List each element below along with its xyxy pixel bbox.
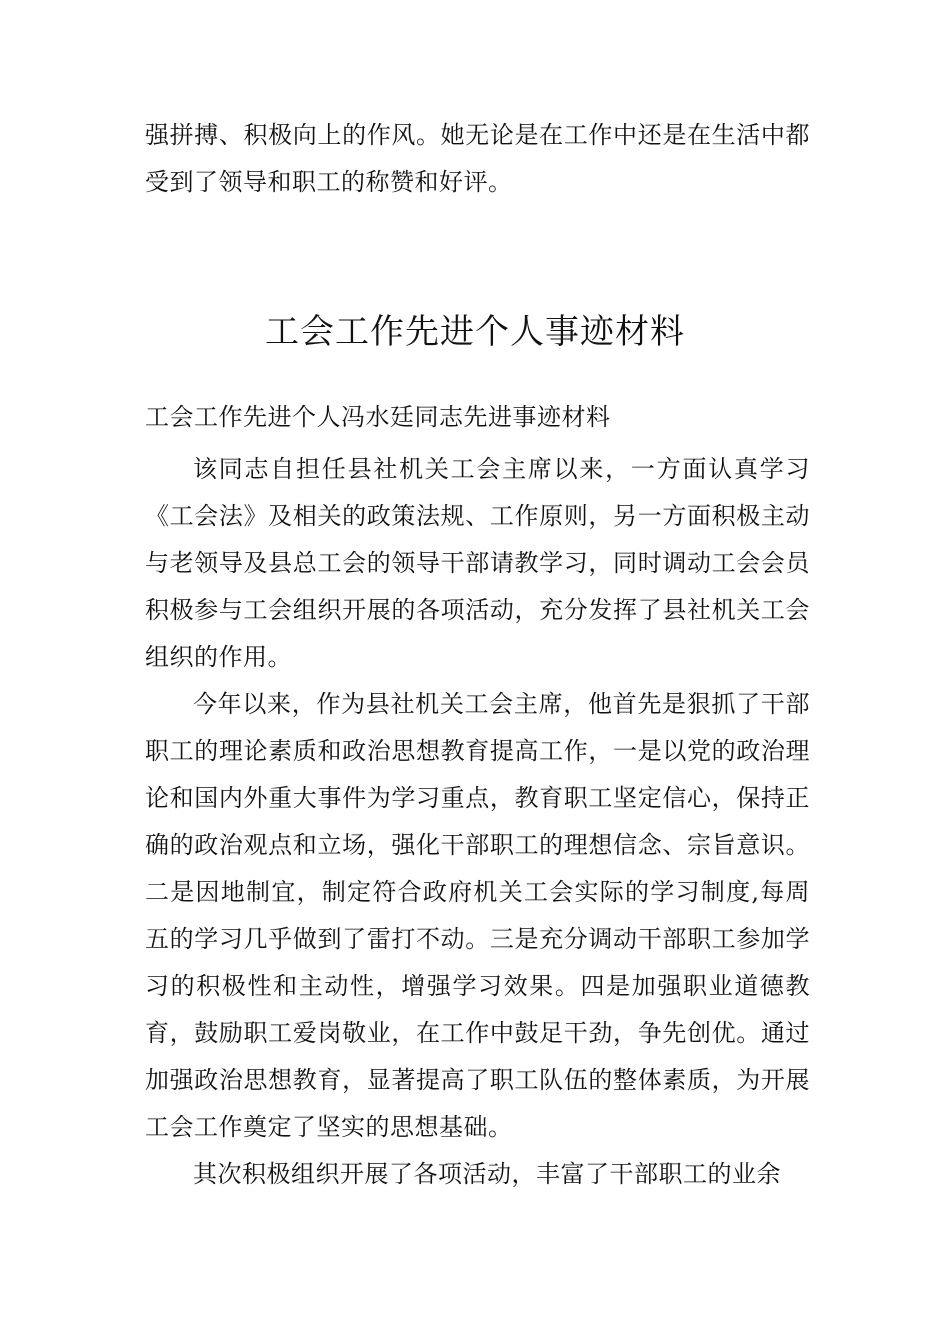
paragraph-1: 该同志自担任县社机关工会主席以来，一方面认真学习《工会法》及相关的政策法规、工作原则，另一方面积极主动与老领导及县总工会的领导干部请教学习，同时调动工会会员积极参与工会组织开展的各项活动，充分发挥了县社机关工会组织的作用。	[145, 455, 810, 671]
body-paragraphs	[145, 446, 810, 1198]
document-title: 工会工作先进个人事迹材料	[265, 312, 685, 352]
continued-paragraph: 强拼搏、积极向上的作风。她无论是在工作中还是在生活中都受到了领导和职工的称赞和好评。	[145, 121, 810, 196]
paragraph-3: 其次积极组织开展了各项活动，丰富了干部职工的业余	[193, 1160, 781, 1188]
document-subtitle: 工会工作先进个人冯水廷同志先进事迹材料	[145, 403, 611, 431]
paragraph-2: 今年以来，作为县社机关工会主席，他首先是狠抓了干部职工的理论素质和政治思想教育提高工作，一是以党的政治理论和国内外重大事件为学习重点，教育职工坚定信心，保持正确的政治观点和立场，强化干部职工的理想信念、宗旨意识。二是因地制宜，制定符合政府机关工会实际的学习制度,每周五的学习几乎做到了雷打不动。三是充分调动干部职工参加学习的积极性和主动性，增强学习效果。四是加强职业道德教育，鼓励职工爱岗敬业，在工作中鼓足干劲，争先创优。通过加强政治思想教育，显著提高了职工队伍的整体素质，为开展工会工作奠定了坚实的思想基础。	[145, 690, 810, 1141]
